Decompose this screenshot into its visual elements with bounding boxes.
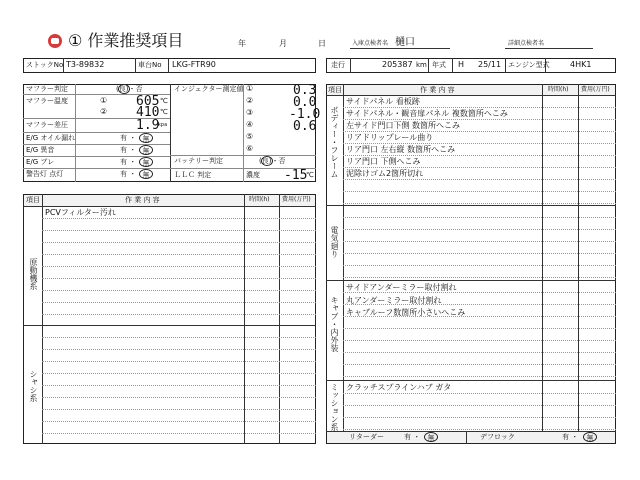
battery-value: (良)・否 bbox=[259, 157, 286, 165]
llc-value: -15 bbox=[284, 168, 308, 183]
muffler-diff-value: 1.9 bbox=[136, 118, 160, 133]
divider bbox=[578, 84, 579, 431]
diff-lock-value: 有 ・ bbox=[562, 433, 579, 441]
muffler-diff-label: マフラー差圧 bbox=[26, 121, 68, 129]
right-section-body: ボディー・フレーム bbox=[330, 106, 339, 178]
divider bbox=[42, 194, 43, 444]
row-guide-line bbox=[343, 393, 616, 394]
inspector-underline bbox=[350, 48, 450, 49]
row-guide-line bbox=[42, 302, 316, 303]
battery-label: バッテリー判定 bbox=[174, 157, 223, 165]
llc-label: ＬＬＣ 判定 bbox=[174, 171, 212, 179]
row-guide-line bbox=[343, 376, 616, 377]
row-guide-line bbox=[42, 266, 316, 267]
body-item-6: リア門口 下側へこみ bbox=[346, 157, 421, 166]
left-section-engine: 原動機系 bbox=[29, 258, 38, 290]
injector-value-2: 0.0 bbox=[293, 95, 317, 110]
right-col-item: 項目 bbox=[328, 86, 342, 94]
row-guide-line bbox=[343, 265, 616, 266]
left-work-table bbox=[23, 194, 316, 444]
year-label: 年式 bbox=[432, 61, 446, 69]
row-guide-line bbox=[343, 405, 616, 406]
year-value: 25/11 bbox=[478, 60, 502, 69]
section-divider bbox=[23, 325, 316, 326]
muffler-temp-1-num: ① bbox=[100, 96, 108, 105]
row-guide-line bbox=[42, 230, 316, 231]
injector-num-6: ⑥ bbox=[246, 144, 254, 153]
diff-lock-label: デフロック bbox=[480, 433, 515, 441]
left-col-content: 作 業 内 容 bbox=[125, 196, 160, 204]
row-guide-line bbox=[343, 191, 616, 192]
row-guide-line bbox=[343, 429, 616, 430]
eg-shake-none: 無 bbox=[139, 157, 153, 167]
divider bbox=[350, 58, 351, 73]
date-day: 日 bbox=[318, 39, 326, 48]
divider bbox=[343, 84, 344, 431]
row-guide-line bbox=[343, 328, 616, 329]
eg-noise-none: 無 bbox=[139, 145, 153, 155]
row-guide-line bbox=[42, 254, 316, 255]
cab-item-3: キャブルーフ数箇所小さいへこみ bbox=[346, 308, 466, 317]
stock-value: T3-89832 bbox=[66, 60, 105, 69]
row-guide-line bbox=[343, 316, 616, 317]
muffler-judge-label: マフラー判定 bbox=[26, 85, 68, 93]
row-guide-line bbox=[343, 119, 616, 120]
divider bbox=[243, 84, 244, 182]
right-col-content: 作 業 内 容 bbox=[420, 86, 455, 94]
retarder-none: 無 bbox=[424, 432, 438, 442]
retarder-label: リターダー bbox=[349, 433, 384, 441]
row-line bbox=[23, 206, 316, 207]
left-work-item: PCVフィルター汚れ bbox=[45, 208, 116, 217]
page-title: ① 作業推奨項目 bbox=[68, 31, 184, 50]
left-col-time: 時間(h) bbox=[249, 196, 270, 203]
engine-value: 4HK1 bbox=[570, 60, 592, 69]
right-header-bg bbox=[327, 85, 615, 95]
logo-inner bbox=[51, 38, 59, 44]
right-section-mission: ミッション系 bbox=[330, 383, 339, 431]
diff-lock-none: 無 bbox=[583, 432, 597, 442]
model-label: 車台No bbox=[138, 61, 162, 69]
engine-label: エンジン型式 bbox=[508, 61, 550, 69]
left-header-bg bbox=[24, 195, 315, 206]
warning-lamp-label: 警告灯 点灯 bbox=[26, 170, 64, 178]
cab-item-2: 丸アンダーミラー取付割れ bbox=[346, 296, 442, 305]
llc-conc-label: 濃度 bbox=[246, 171, 260, 179]
row-guide-line bbox=[42, 337, 316, 338]
section-divider bbox=[326, 205, 616, 206]
right-col-cost: 費用(万円) bbox=[581, 86, 610, 93]
row-guide-line bbox=[42, 433, 316, 434]
mileage-label: 走行 bbox=[331, 61, 345, 69]
llc-unit: ℃ bbox=[306, 171, 314, 179]
injector-num-3: ③ bbox=[246, 108, 254, 117]
row-guide-line bbox=[343, 179, 616, 180]
muffler-temp-2-num: ② bbox=[100, 107, 108, 116]
muffler-temp-1: 605 bbox=[136, 94, 160, 109]
row-guide-line bbox=[343, 364, 616, 365]
row-guide-line bbox=[343, 229, 616, 230]
row-guide-line bbox=[343, 352, 616, 353]
injector-num-1: ① bbox=[246, 84, 254, 93]
body-item-1: サイドパネル 看板跡 bbox=[346, 97, 420, 106]
row-guide-line bbox=[42, 385, 316, 386]
body-item-4: リアドリップレール曲り bbox=[346, 133, 434, 142]
row-guide-line bbox=[42, 218, 316, 219]
injector-label: インジェクター測定値 bbox=[174, 85, 244, 93]
divider bbox=[75, 84, 76, 182]
cab-item-1: サイドアンダーミラー取付割れ bbox=[346, 283, 457, 292]
injector-num-5: ⑤ bbox=[246, 132, 254, 141]
row-guide-line bbox=[42, 278, 316, 279]
mission-item-1: クラッチスプラインハブ ガタ bbox=[346, 383, 452, 392]
row-guide-line bbox=[343, 167, 616, 168]
row-guide-line bbox=[343, 155, 616, 156]
right-col-time: 時間(h) bbox=[548, 86, 569, 93]
row-guide-line bbox=[343, 417, 616, 418]
row-guide-line bbox=[42, 349, 316, 350]
row-guide-line bbox=[343, 107, 616, 108]
detail-inspector-underline bbox=[505, 48, 593, 49]
body-item-2: サイドパネル・観音扉パネル 複数箇所へこみ bbox=[346, 109, 508, 118]
body-item-3: 左サイド門口下側 数箇所へこみ bbox=[346, 121, 460, 130]
body-item-7: 泥除けゴム2箇所切れ bbox=[346, 169, 424, 178]
row-guide-line bbox=[42, 397, 316, 398]
row-guide-line bbox=[42, 314, 316, 315]
stock-label: ストックNo bbox=[26, 61, 64, 69]
divider bbox=[135, 58, 136, 73]
mileage-value: 205387 bbox=[382, 60, 413, 69]
section-divider bbox=[326, 380, 616, 381]
right-section-electric: 電気廻り bbox=[330, 226, 339, 258]
row-guide-line bbox=[343, 304, 616, 305]
divider bbox=[279, 194, 280, 444]
eg-oil-none: 無 bbox=[139, 133, 153, 143]
injector-value-4: 0.6 bbox=[293, 119, 317, 134]
row-guide-line bbox=[343, 277, 616, 278]
divider bbox=[466, 431, 467, 444]
eg-noise-yes: 有 ・ bbox=[120, 146, 137, 154]
warning-lamp-yes: 有 ・ bbox=[120, 170, 137, 178]
warning-lamp-none: 無 bbox=[139, 169, 153, 179]
row-guide-line bbox=[343, 241, 616, 242]
eg-shake-label: E/G ブレ bbox=[26, 158, 55, 166]
divider bbox=[505, 58, 506, 73]
row-guide-line bbox=[343, 253, 616, 254]
muffler-temp-label: マフラー温度 bbox=[26, 97, 68, 105]
left-section-chassis: シャシ系 bbox=[29, 370, 38, 402]
divider bbox=[452, 58, 453, 73]
injector-num-2: ② bbox=[246, 96, 254, 105]
muffler-temp-2: 410 bbox=[136, 105, 160, 120]
row-line bbox=[326, 95, 616, 96]
muffler-judge-value: (良)・否 bbox=[116, 85, 143, 93]
row-guide-line bbox=[42, 421, 316, 422]
right-section-cab: キャブ・内外装 bbox=[330, 296, 339, 352]
section-divider bbox=[326, 280, 616, 281]
divider bbox=[542, 84, 543, 431]
eg-oil-label: E/G オイル漏れ bbox=[26, 134, 76, 142]
model-value: LKG-FTR90 bbox=[172, 60, 216, 69]
detail-inspector-label: 詳細点検者名 bbox=[508, 40, 545, 47]
row-guide-line bbox=[42, 290, 316, 291]
retarder-value: 有 ・ bbox=[404, 433, 421, 441]
left-col-cost: 費用(万円) bbox=[282, 196, 311, 203]
year-era: H bbox=[458, 60, 465, 69]
row-guide-line bbox=[343, 217, 616, 218]
eg-oil-yes: 有 ・ bbox=[120, 134, 137, 142]
mileage-unit: km bbox=[416, 61, 427, 69]
eg-noise-label: E/G 異音 bbox=[26, 146, 55, 154]
temp-unit-2: ℃ bbox=[160, 108, 168, 116]
row-guide-line bbox=[343, 131, 616, 132]
date-year: 年 bbox=[238, 39, 246, 48]
diff-unit: kpa bbox=[158, 122, 168, 128]
temp-unit-1: ℃ bbox=[160, 97, 168, 105]
row-guide-line bbox=[343, 340, 616, 341]
injector-value-1: 0.3 bbox=[293, 83, 317, 98]
row-guide-line bbox=[42, 409, 316, 410]
body-item-5: リア門口 左右縦 数箇所へこみ bbox=[346, 145, 456, 154]
date-month: 月 bbox=[279, 39, 287, 48]
inspector-name: 樋口 bbox=[395, 37, 415, 48]
left-col-item: 項目 bbox=[26, 196, 40, 204]
inspector-label: 入庫点検者名 bbox=[352, 40, 389, 47]
divider bbox=[428, 58, 429, 73]
eg-shake-yes: 有 ・ bbox=[120, 158, 137, 166]
row-guide-line bbox=[343, 203, 616, 204]
row-guide-line bbox=[343, 143, 616, 144]
injector-value-3: -1.0 bbox=[289, 107, 321, 122]
row-guide-line bbox=[42, 361, 316, 362]
row-guide-line bbox=[42, 242, 316, 243]
divider bbox=[168, 58, 169, 73]
injector-num-4: ④ bbox=[246, 120, 254, 129]
divider bbox=[244, 194, 245, 444]
row-guide-line bbox=[42, 373, 316, 374]
row-guide-line bbox=[343, 292, 616, 293]
